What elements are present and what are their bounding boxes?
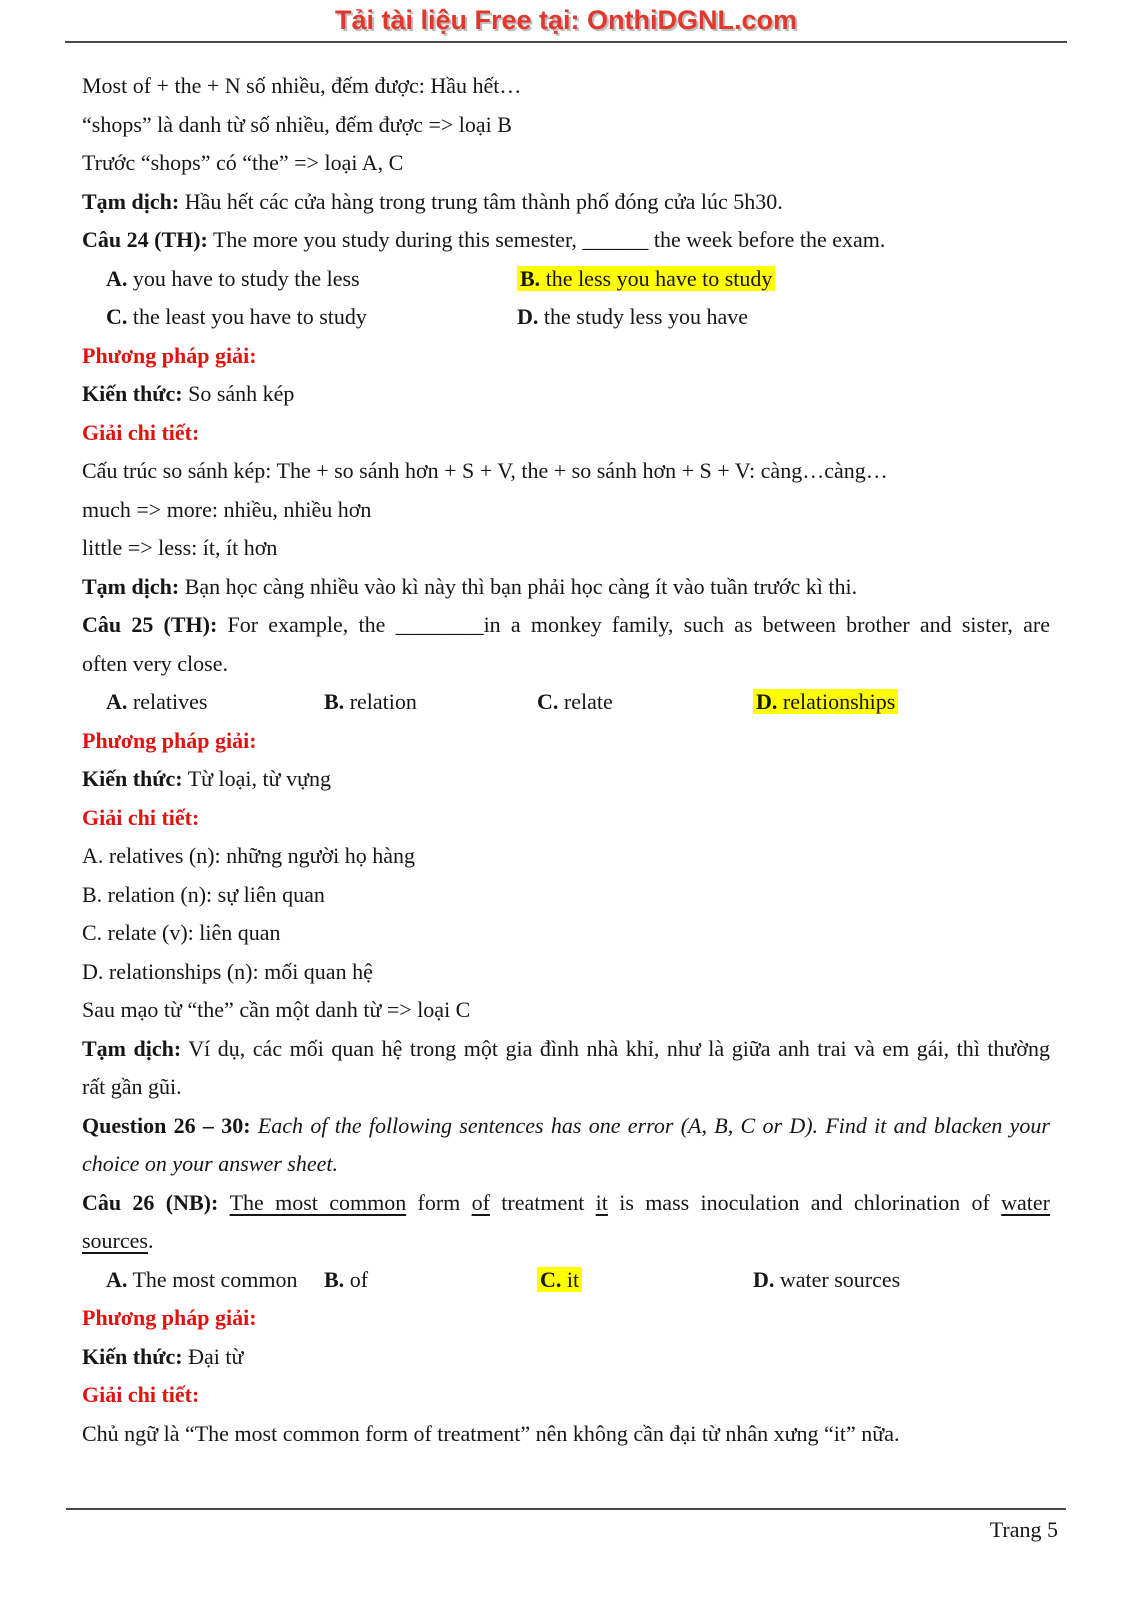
q24-option-d-text: the study less you have	[538, 304, 748, 329]
q25-options-row	[82, 683, 1050, 722]
q26-explanation: Chủ ngữ là “The most common form of treatment” nên không cần đại từ nhân xưng “it” nữa.	[82, 1420, 900, 1446]
q26-option-b	[324, 1261, 537, 1300]
q26-option-a	[106, 1261, 324, 1300]
q24-option-d	[517, 298, 1050, 337]
q24-knowledge-text: So sánh kép	[182, 381, 295, 406]
q25-option-a	[106, 683, 324, 722]
q25-translation-line-1	[82, 1030, 1050, 1069]
q25-option-c-text: relate	[558, 689, 613, 714]
q24-option-c	[106, 298, 517, 337]
q25-knowledge	[82, 760, 1050, 799]
q26-options-row	[82, 1261, 1050, 1300]
q25-gloss-d: D. relationships (n): mối quan hệ	[82, 958, 373, 984]
q26-underlined-d-part2: sources	[82, 1228, 148, 1253]
q26-plain-2: treatment	[489, 1189, 596, 1215]
document-content	[0, 43, 1132, 1453]
q24-option-b-letter: B.	[520, 265, 541, 291]
q26-option-c	[537, 1261, 753, 1300]
knowledge-label: Kiến thức:	[82, 1343, 183, 1369]
q25-correct-answer-highlight	[753, 689, 898, 714]
q25-translation-line-2: rất gần gũi.	[82, 1074, 182, 1099]
q23-explain-line-3: Trước “shops” có “the” => loại A, C	[82, 150, 404, 175]
q26-30-instruction-text: Each of the following sentences has one error (A, B, C or D). Find it and blacken your	[250, 1112, 1050, 1138]
q24-options-row-2	[82, 298, 1050, 337]
q26-question-line-1	[82, 1184, 1050, 1223]
q24-option-a	[106, 260, 517, 299]
q26-option-a-text: The most common	[127, 1266, 298, 1292]
q24-option-c-text: the least you have to study	[127, 304, 367, 329]
q25-question-line-1	[82, 606, 1050, 645]
translation-text: Hầu hết các cửa hàng trong trung tâm thành phố đóng cửa lúc 5h30.	[179, 188, 783, 214]
q26-option-b-text: of	[344, 1266, 369, 1292]
q24-detail-line-2: much => more: nhiều, nhiều hơn	[82, 496, 372, 522]
q26-option-a-letter: A.	[106, 1266, 128, 1292]
q26-plain-3: is mass inoculation and chlorination of	[607, 1189, 1002, 1215]
page-footer	[0, 1508, 1132, 1550]
q25-option-d	[753, 683, 1050, 722]
q26-underlined-b: of	[471, 1189, 490, 1215]
knowledge-label: Kiến thức:	[82, 381, 183, 406]
q25-question-text: For example, the ________in a monkey family, such as between brother and sister, are	[217, 612, 1050, 637]
q25-translation-text: Ví dụ, các mối quan hệ trong một gia đình nhà khỉ, như là giữa anh trai và em gái, thì thường	[181, 1035, 1050, 1061]
q24-detail-line-1: Cấu trúc so sánh kép: The + so sánh hơn + S + V, the + so sánh hơn + S + V: càng…càng…	[82, 458, 888, 483]
q26-option-d-text: water sources	[774, 1266, 901, 1292]
q23-explain-line-2: “shops” là danh từ số nhiều, đếm được => loại B	[82, 111, 512, 137]
q24-knowledge	[82, 375, 1050, 414]
q25-option-a-text: relatives	[127, 689, 208, 714]
q24-option-c-letter: C.	[106, 304, 128, 329]
q25-option-b-text: relation	[344, 689, 417, 714]
q24-detail-heading: Giải chi tiết:	[82, 419, 200, 445]
q25-detail-heading: Giải chi tiết:	[82, 804, 200, 830]
q26-option-d-letter: D.	[753, 1266, 775, 1292]
q24-method-heading: Phương pháp giải:	[82, 342, 257, 368]
q26-option-c-letter: C.	[540, 1266, 562, 1292]
q25-gloss-b: B. relation (n): sự liên quan	[82, 881, 325, 907]
q26-30-instruction-line-1	[82, 1107, 1050, 1146]
translation-label: Tạm dịch:	[82, 1035, 182, 1061]
q26-detail-heading: Giải chi tiết:	[82, 1382, 200, 1407]
page-number: Trang 5	[989, 1517, 1058, 1542]
q25-option-a-letter: A.	[106, 689, 128, 714]
q26-option-c-text: it	[561, 1266, 580, 1292]
q23-explain-line-1: Most of + the + N số nhiều, đếm được: Hầu hết…	[82, 73, 522, 98]
q26-option-d	[753, 1261, 1050, 1300]
q25-option-b	[324, 683, 537, 722]
q25-question-line-2: often very close.	[82, 650, 228, 676]
q25-label: Câu 25 (TH):	[82, 612, 218, 637]
q24-label: Câu 24 (TH):	[82, 227, 208, 252]
q24-option-b	[517, 260, 1050, 299]
q26-question-line-2	[82, 1222, 1050, 1261]
q24-option-d-letter: D.	[517, 304, 539, 329]
q26-period: .	[147, 1228, 154, 1253]
q26-underlined-a: The most common	[229, 1189, 407, 1215]
q26-method-heading: Phương pháp giải:	[82, 1305, 257, 1330]
q26-30-label: Question 26 – 30:	[82, 1112, 251, 1138]
q25-option-c-letter: C.	[537, 689, 559, 714]
q26-correct-answer-highlight	[537, 1267, 582, 1292]
q25-gloss-c: C. relate (v): liên quan	[82, 920, 281, 945]
banner-text: Tải tài liệu Free tại: OnthiDGNL.com	[334, 5, 798, 35]
q24-options-row-1	[82, 260, 1050, 299]
q23-translation	[82, 183, 1050, 222]
translation-label: Tạm dịch:	[82, 573, 180, 599]
knowledge-label: Kiến thức:	[82, 766, 183, 791]
q24-question	[82, 221, 1050, 260]
q24-translation-text: Bạn học càng nhiều vào kì này thì bạn phải học càng ít vào tuần trước kì thi.	[179, 573, 858, 599]
q26-label: Câu 26 (NB):	[82, 1189, 230, 1215]
q26-underlined-d-part1: water	[1001, 1189, 1050, 1215]
q24-question-text: The more you study during this semester, ______ the week before the exam.	[207, 227, 886, 252]
q26-30-instruction-line-2: choice on your answer sheet.	[82, 1151, 338, 1176]
q25-option-d-letter: D.	[756, 689, 778, 714]
q24-correct-answer-highlight	[517, 266, 775, 291]
q25-option-c	[537, 683, 753, 722]
q25-gloss-a: A. relatives (n): những người họ hàng	[82, 843, 416, 868]
q24-option-b-text: the less you have to study	[540, 265, 773, 291]
q24-option-a-letter: A.	[106, 265, 128, 291]
q25-option-d-text: relationships	[777, 689, 896, 714]
q24-option-a-text: you have to study the less	[127, 265, 360, 291]
q26-option-b-letter: B.	[324, 1266, 345, 1292]
q25-method-heading: Phương pháp giải:	[82, 727, 257, 753]
q26-knowledge	[82, 1338, 1050, 1377]
q26-knowledge-text: Đại từ	[182, 1343, 244, 1369]
q24-translation	[82, 568, 1050, 607]
q26-underlined-c: it	[595, 1189, 608, 1215]
q25-option-b-letter: B.	[324, 689, 345, 714]
translation-label: Tạm dịch:	[82, 188, 180, 214]
q25-knowledge-text: Từ loại, từ vựng	[182, 766, 332, 791]
q24-detail-line-3: little => less: ít, ít hơn	[82, 535, 278, 560]
q25-note: Sau mạo từ “the” cần một danh từ => loại C	[82, 997, 471, 1022]
q26-plain-1: form	[406, 1189, 472, 1215]
